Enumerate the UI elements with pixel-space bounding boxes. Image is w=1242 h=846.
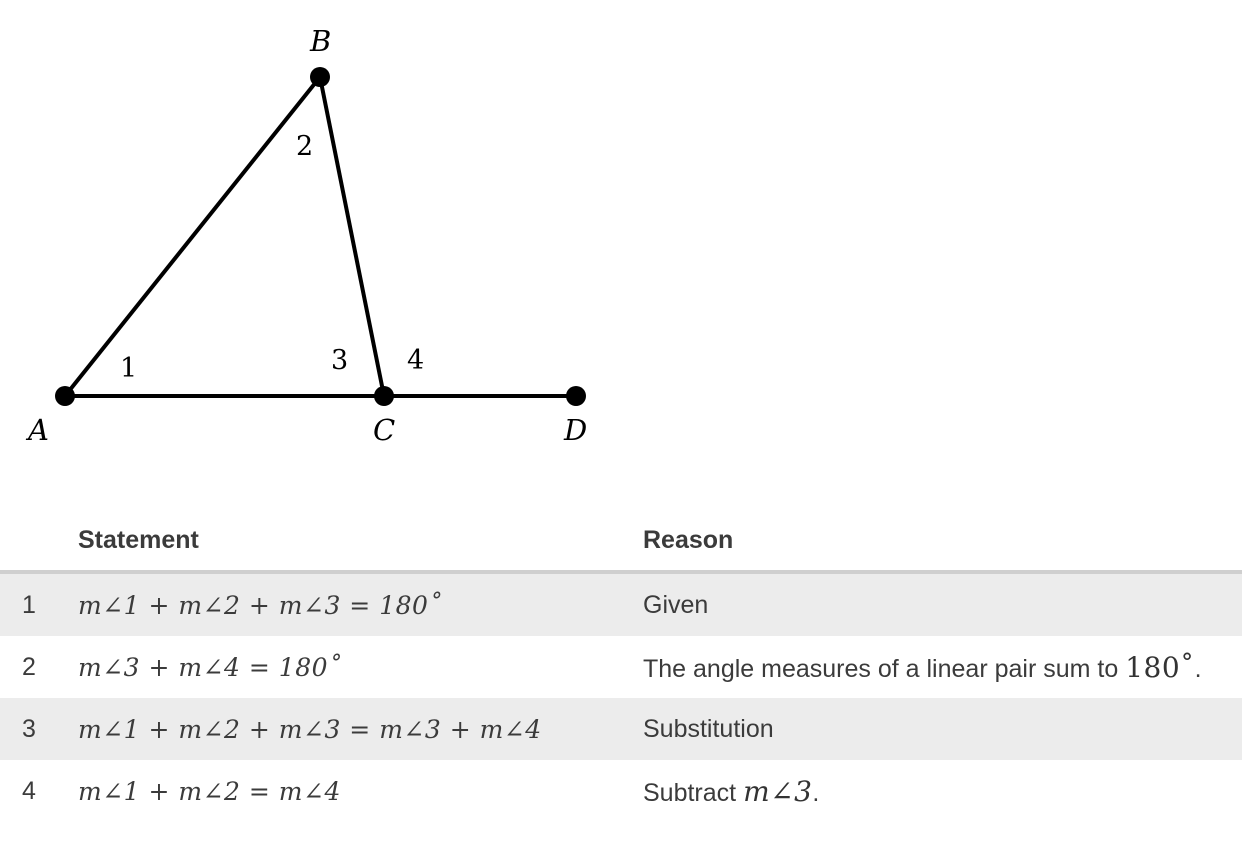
header-statement: Statement — [78, 510, 643, 572]
angle-label-3: 3 — [331, 345, 349, 376]
table-row — [0, 636, 1242, 698]
row-statement: m∠1 + m∠2 + m∠3 = 180˚ — [78, 572, 643, 636]
segment-bc — [320, 77, 384, 396]
reason-math: m∠3 — [743, 774, 813, 808]
point-label-c: C — [373, 413, 396, 447]
angle-label-1: 1 — [120, 353, 138, 384]
row-reason — [643, 636, 1242, 698]
row-reason — [643, 760, 1242, 822]
table-row — [0, 572, 1242, 636]
table-row — [0, 698, 1242, 760]
row-number: 1 — [0, 572, 78, 636]
angle-label-4: 4 — [407, 345, 425, 376]
header-row — [0, 510, 1242, 572]
point-b — [310, 67, 330, 87]
row-reason — [643, 698, 1242, 760]
segment-ab — [65, 77, 320, 396]
table-row — [0, 760, 1242, 822]
reason-text: The angle measures of a linear pair sum to — [643, 654, 1126, 683]
point-label-b: B — [310, 24, 332, 58]
row-number: 4 — [22, 776, 36, 805]
row-statement: m∠3 + m∠4 = 180˚ — [78, 652, 342, 682]
row-reason — [643, 572, 1242, 636]
point-label-d: D — [564, 413, 588, 447]
reason-text: Substitution — [643, 714, 774, 743]
point-a — [55, 386, 75, 406]
reason-math: 180˚ — [1125, 650, 1195, 684]
triangle-diagram — [0, 0, 640, 470]
header-reason: Reason — [643, 510, 1242, 572]
proof-table — [0, 510, 1242, 822]
angle-label-2: 2 — [296, 131, 314, 162]
row-number: 2 — [22, 652, 36, 681]
row-statement: m∠1 + m∠2 + m∠3 = m∠3 + m∠4 — [78, 698, 643, 760]
header-number — [0, 510, 78, 572]
row-number: 3 — [0, 698, 78, 760]
point-label-a: A — [28, 413, 49, 447]
point-d — [566, 386, 586, 406]
reason-end: . — [812, 778, 820, 807]
point-c — [374, 386, 394, 406]
row-statement: m∠1 + m∠2 = m∠4 — [78, 776, 341, 806]
reason-text: Subtract — [643, 778, 744, 807]
reason-end: . — [1194, 654, 1202, 683]
reason-text: Given — [643, 590, 709, 619]
